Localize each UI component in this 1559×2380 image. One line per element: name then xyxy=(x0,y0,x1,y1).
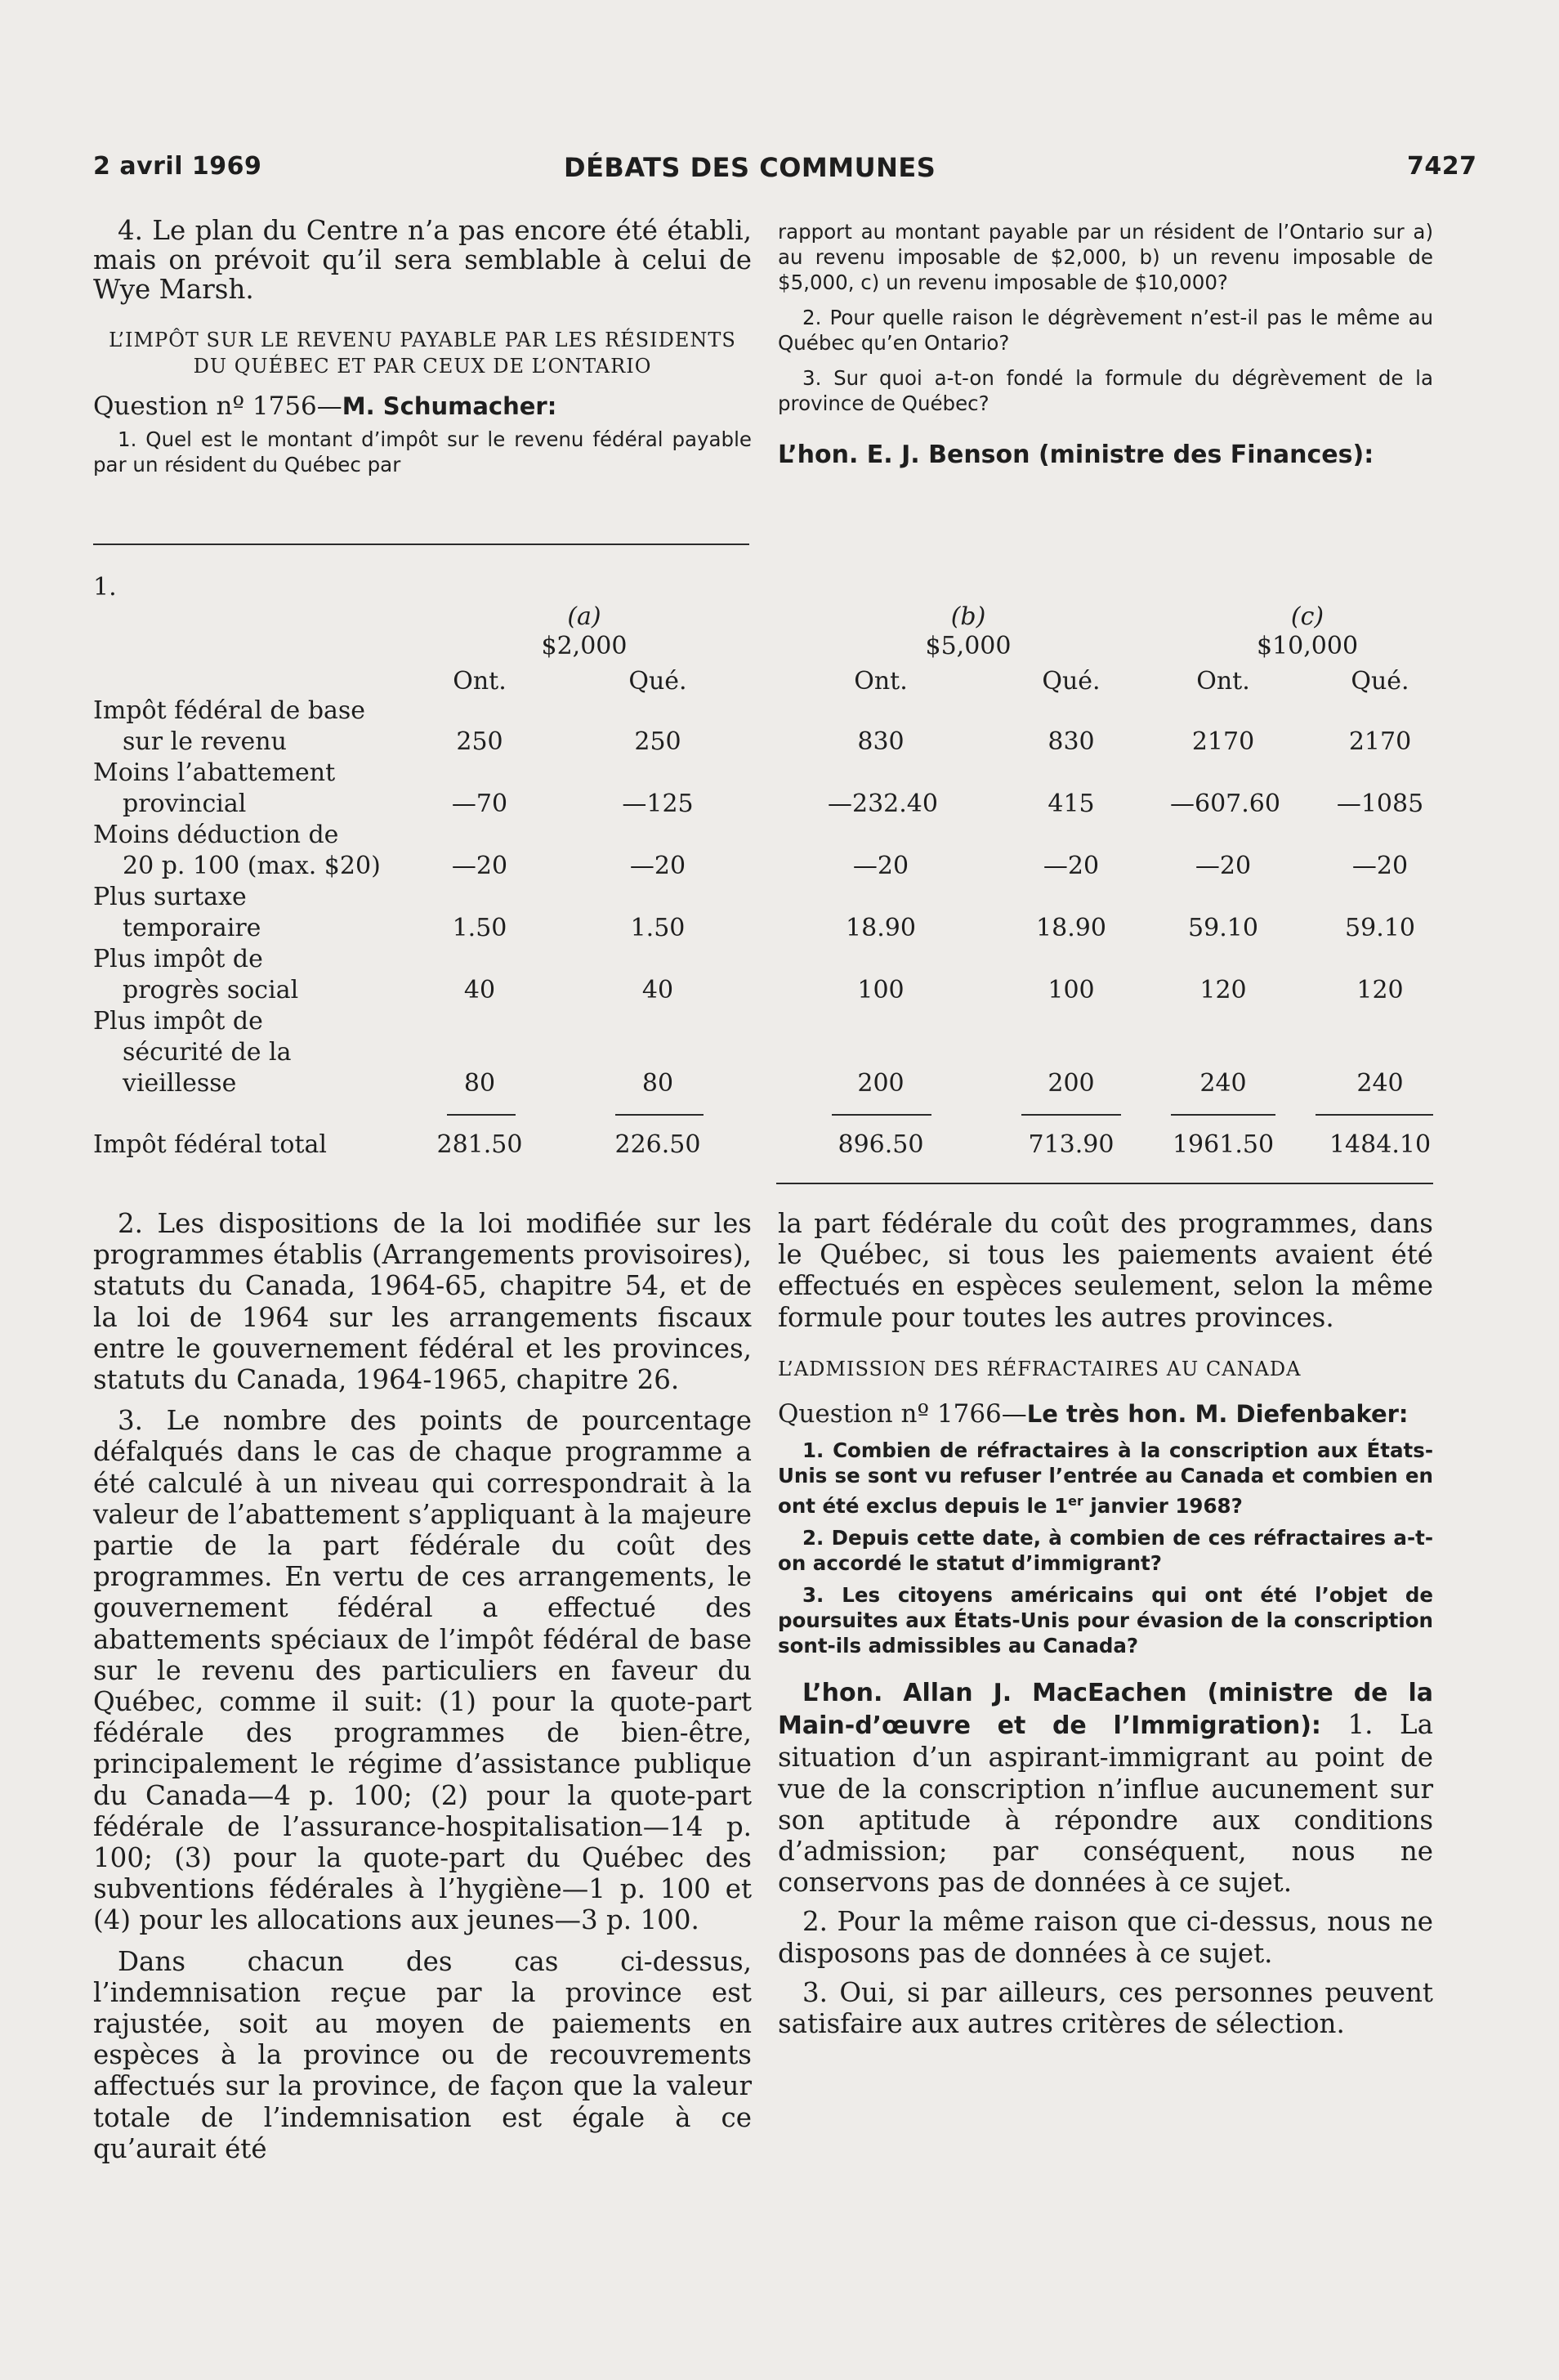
row-label: sécurité de la xyxy=(123,1038,292,1067)
question-1756 xyxy=(93,391,752,422)
table-cell: —20 xyxy=(1195,852,1252,880)
row-label: sur le revenu xyxy=(123,727,287,756)
row-label: Plus impôt de xyxy=(93,1007,263,1036)
table-cell: 1.50 xyxy=(452,914,507,942)
table-cell: 18.90 xyxy=(1036,914,1106,942)
table-cell: —70 xyxy=(451,790,508,818)
total-cell: 226.50 xyxy=(614,1130,701,1159)
question-author: M. Schumacher: xyxy=(342,392,557,420)
left-bottom-column xyxy=(93,1208,752,2164)
table-cell: —20 xyxy=(451,852,508,880)
q1-text-a: 1. Combien de réfractaires à la conscription aux États-Unis se sont vu refuser l’entrée au Canada et combien en ont été exclus depuis le 1 xyxy=(778,1438,1433,1518)
table-cell: 2170 xyxy=(1191,727,1255,756)
row-label: Plus impôt de xyxy=(93,945,263,973)
sum-rule xyxy=(1316,1114,1433,1116)
group-amount-b: $5,000 xyxy=(925,632,1012,660)
sum-rule xyxy=(447,1114,516,1116)
table-cell: 40 xyxy=(641,976,674,1004)
col-header: Ont. xyxy=(453,667,507,696)
divider-right xyxy=(776,1183,1433,1184)
table-cell: 1.50 xyxy=(630,914,686,942)
section-title-refractaires: L’ADMISSION DES RÉFRACTAIRES AU CANADA xyxy=(778,1357,1302,1380)
table-cell: —20 xyxy=(1351,852,1409,880)
table-cell: —20 xyxy=(852,852,909,880)
row-label: progrès social xyxy=(123,976,299,1004)
table-cell: 80 xyxy=(463,1069,496,1098)
table-cell: 830 xyxy=(1048,727,1095,756)
group-letter-c: (c) xyxy=(1290,602,1324,631)
table-cell: 100 xyxy=(857,976,905,1004)
right-bottom-column xyxy=(778,1208,1433,2039)
divider-left xyxy=(93,544,749,545)
question-1756-part-3: 3. Sur quoi a-t-on fondé la formule du dégrèvement de la province de Québec? xyxy=(778,366,1433,415)
sum-rule xyxy=(1171,1114,1275,1116)
answer-para-4-cont: la part fédérale du coût des programmes, dans le Québec, si tous les paiements avaient été effectués en espèces seulement, selon la même formule pour toutes les autres provinces. xyxy=(778,1208,1433,1333)
table-cell: 80 xyxy=(641,1069,674,1098)
table-cell: 100 xyxy=(1048,976,1095,1004)
col-header: Qué. xyxy=(1042,667,1101,696)
q1-text-b: janvier 1968? xyxy=(1083,1493,1243,1518)
q1-sup: er xyxy=(1068,1492,1083,1509)
sum-rule xyxy=(832,1114,931,1116)
table-cell: 830 xyxy=(857,727,905,756)
table-cell: 120 xyxy=(1356,976,1404,1004)
row-label: provincial xyxy=(123,790,247,818)
question-1756-part-1-cont: rapport au montant payable par un résident de l’Ontario sur a) au revenu imposable de $2,000, b) un revenu imposable de $5,000, c) un revenu imposable de $10,000? xyxy=(778,220,1433,294)
table-cell: —1085 xyxy=(1336,790,1424,818)
answer-by-maceachen: L’hon. Allan J. MacEachen (ministre de la Main-d’œuvre et de l’Immigration): xyxy=(778,1678,1433,1741)
answer-item-4: 4. Le plan du Centre n’a pas encore été établi, mais on prévoit qu’il sera semblable à celui de Wye Marsh. xyxy=(93,215,752,305)
page-date: 2 avril 1969 xyxy=(93,152,262,181)
table-cell: 200 xyxy=(857,1069,905,1098)
table-cell: —232.40 xyxy=(828,790,938,818)
answer-para-2: 2. Les dispositions de la loi modifiée sur les programmes établis (Arrangements provisoires), statuts du Canada, 1964-65, chapitre 54, et de la loi de 1964 sur les arrangements fiscaux entre le gouvernement fédéral et les provinces, statuts du Canada, 1964-1965, chapitre 26. xyxy=(93,1208,752,1396)
table-cell: 2170 xyxy=(1348,727,1412,756)
sum-rule xyxy=(1021,1114,1121,1116)
page-title: DÉBATS DES COMMUNES xyxy=(564,152,936,183)
row-label: vieillesse xyxy=(123,1069,237,1098)
table-cell: —125 xyxy=(622,790,694,818)
table-cell: 415 xyxy=(1048,790,1095,818)
group-amount-a: $2,000 xyxy=(541,632,628,660)
answer-1766-part-1: 1. La situation d’un aspirant-immigrant au point de vue de la conscription n’influe aucunement sur son aptitude à répondre aux conditions d’admission; par conséquent, nous ne conservons pas de données à ce sujet. xyxy=(778,1709,1433,1899)
answer-1766-part-3: 3. Oui, si par ailleurs, ces personnes peuvent satisfaire aux autres critères de sélection. xyxy=(778,1976,1433,2039)
section-title-impot: L’IMPÔT SUR LE REVENU PAYABLE PAR LES RÉSIDENTS DU QUÉBEC ET PAR CEUX DE L’ONTARIO xyxy=(109,329,736,378)
answer-macEachen xyxy=(778,1676,1433,1898)
table-cell: 250 xyxy=(634,727,681,756)
total-cell: 1484.10 xyxy=(1329,1130,1432,1159)
group-amount-c: $10,000 xyxy=(1256,632,1359,660)
total-cell: 896.50 xyxy=(838,1130,924,1159)
answer-1766-part-2: 2. Pour la même raison que ci-dessus, nous ne disposons pas de données à ce sujet. xyxy=(778,1906,1433,1969)
row-label: Plus surtaxe xyxy=(93,883,247,911)
right-top-column xyxy=(778,219,1433,469)
group-letter-b: (b) xyxy=(950,602,986,631)
table-number: 1. xyxy=(93,573,117,602)
row-label: temporaire xyxy=(123,914,261,942)
answer-by-benson: L’hon. E. J. Benson (ministre des Finances): xyxy=(778,441,1374,469)
total-cell: 281.50 xyxy=(436,1130,523,1159)
col-header: Ont. xyxy=(854,667,908,696)
col-header: Qué. xyxy=(628,667,687,696)
table-cell: 250 xyxy=(456,727,503,756)
table-cell: —20 xyxy=(629,852,686,880)
row-label: Moins déduction de xyxy=(93,821,339,849)
table-cell: 59.10 xyxy=(1188,914,1258,942)
table-cell: —607.60 xyxy=(1170,790,1280,818)
question-1766 xyxy=(778,1398,1433,1429)
question-author: Le très hon. M. Diefenbaker: xyxy=(1026,1399,1409,1428)
table-cell: 59.10 xyxy=(1345,914,1415,942)
table-cell: 240 xyxy=(1199,1069,1247,1098)
table-cell: 240 xyxy=(1356,1069,1404,1098)
question-1766-part-1 xyxy=(778,1438,1433,1519)
group-letter-a: (a) xyxy=(567,602,601,631)
question-1756-part-2: 2. Pour quelle raison le dégrèvement n’est-il pas le même au Québec qu’en Ontario? xyxy=(778,306,1433,355)
answer-para-3: 3. Le nombre des points de pourcentage défalqués dans le cas de chaque programme a été calculé à un niveau qui correspondrait à la valeur de l’abattement s’appliquant à la majeure partie de la part fédérale du coût des programmes. En vertu de ces arrangements, le gouvernement fédéral a effectué des abattements spéciaux de l’impôt fédéral de base sur le revenu des particuliers en faveur du Québec, comme il suit: (1) pour la quote-part fédérale des programmes de bien-être, principalement le régime d’assistance publique du Canada—4 p. 100; (2) pour la quote-part fédérale de l’assurance-hospitalisation—14 p. 100; (3) pour la quote-part du Québec des subventions fédérales à l’hygiène—1 p. 100 et (4) pour les allocations aux jeunes—3 p. 100. xyxy=(93,1405,752,1936)
total-label: Impôt fédéral total xyxy=(93,1130,327,1159)
col-header: Ont. xyxy=(1196,667,1250,696)
sum-rule xyxy=(615,1114,704,1116)
page-number: 7427 xyxy=(1407,152,1477,181)
question-1756-part-1: 1. Quel est le montant d’impôt sur le revenu fédéral payable par un résident du Québec par xyxy=(93,427,752,476)
row-label: 20 p. 100 (max. $20) xyxy=(123,852,381,880)
table-cell: 200 xyxy=(1048,1069,1095,1098)
table-cell: 40 xyxy=(463,976,496,1004)
question-label: Question nº 1766— xyxy=(778,1398,1027,1429)
left-top-column xyxy=(93,216,752,477)
table-cell: 120 xyxy=(1199,976,1247,1004)
question-1766-part-3: 3. Les citoyens américains qui ont été l’objet de poursuites aux États-Unis pour évasion de la conscription sont-ils admissibles au Canada? xyxy=(778,1582,1433,1658)
question-1766-part-2: 2. Depuis cette date, à combien de ces réfractaires a-t-on accordé le statut d’immigrant? xyxy=(778,1525,1433,1575)
total-cell: 1961.50 xyxy=(1172,1130,1275,1159)
question-label: Question nº 1756— xyxy=(93,391,342,421)
table-cell: 18.90 xyxy=(846,914,916,942)
answer-para-4: Dans chacun des cas ci-dessus, l’indemnisation reçue par la province est rajustée, soit au moyen de paiements en espèces à la province ou de recouvrements affectués sur la province, de façon que la valeur totale de l’indemnisation est égale à ce qu’aurait été xyxy=(93,1945,752,2164)
col-header: Qué. xyxy=(1351,667,1409,696)
row-label: Moins l’abattement xyxy=(93,758,336,787)
row-label: Impôt fédéral de base xyxy=(93,696,366,725)
total-cell: 713.90 xyxy=(1028,1130,1115,1159)
table-cell: —20 xyxy=(1043,852,1100,880)
